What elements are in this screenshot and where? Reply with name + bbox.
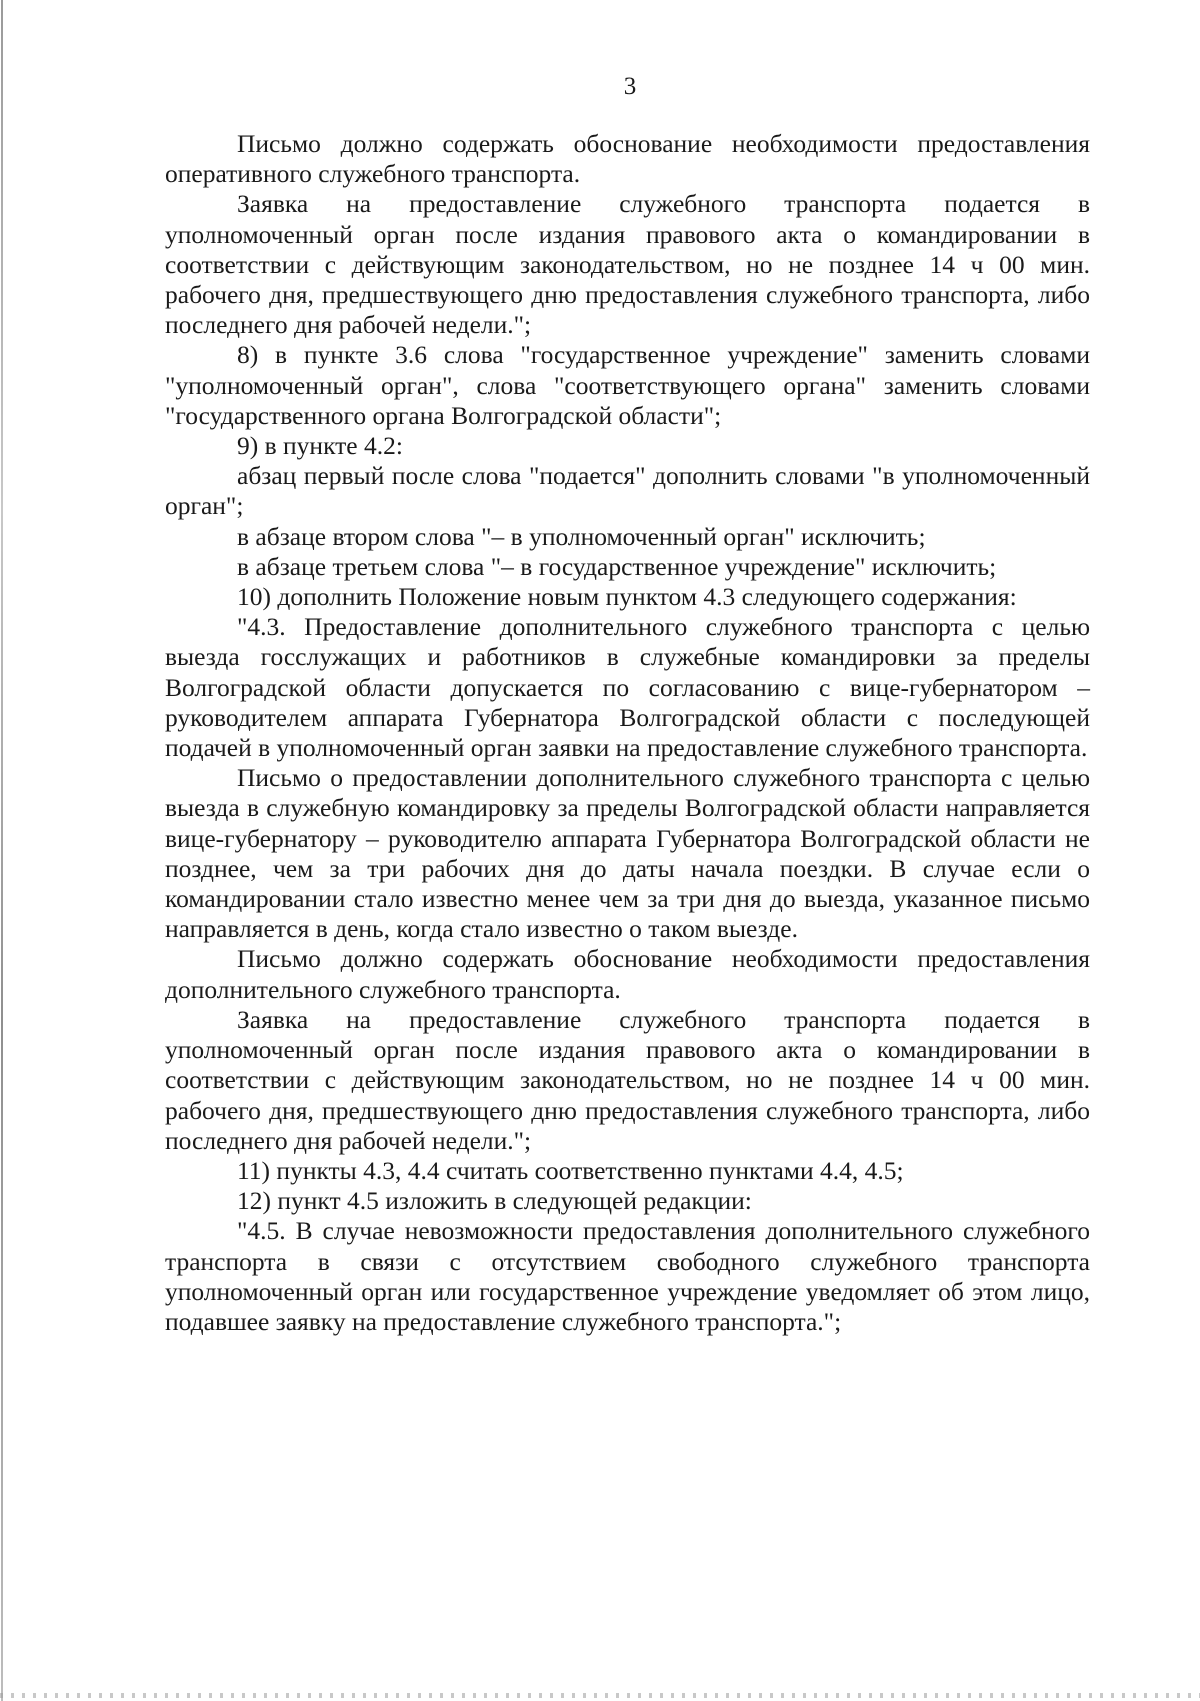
paragraph: Заявка на предоставление служебного транспорта подается в уполномоченный орган после издания правового акта о командировании в соответствии с действующим законодательством, но не позднее 14 ч 00 мин. рабочего дня, предшествующего дню предоставления служебного транспорта, либо последнего дня рабочей недели.";	[165, 1004, 1090, 1155]
paragraph: Письмо о предоставлении дополнительного служебного транспорта с целью выезда в служебную командировку за пределы Волгоградской области направляется вице-губернатору – руководителю аппарата Губернатора Волгоградской области не позднее, чем за три рабочих дня до даты начала поездки. В случае если о командировании стало известно менее чем за три дня до выезда, указанное письмо направляется в день, когда стало известно о таком выезде.	[165, 763, 1090, 944]
paragraph: Письмо должно содержать обоснование необходимости предоставления оперативного служебного транспорта.	[165, 129, 1090, 189]
scan-left-edge	[1, 0, 3, 1701]
paragraph: 12) пункт 4.5 изложить в следующей редакции:	[237, 1186, 752, 1216]
paragraph: 9) в пункте 4.2:	[237, 431, 403, 461]
paragraph: Заявка на предоставление служебного транспорта подается в уполномоченный орган после издания правового акта о командировании в соответствии с действующим законодательством, но не позднее 14 ч 00 мин. рабочего дня, предшествующего дню предоставления служебного транспорта, либо последнего дня рабочей недели.";	[165, 189, 1090, 340]
paragraph: абзац первый после слова "подается" дополнить словами "в уполномоченный орган";	[165, 461, 1090, 521]
paragraph: 11) пункты 4.3, 4.4 считать соответственно пунктами 4.4, 4.5;	[237, 1155, 904, 1185]
paragraph: "4.5. В случае невозможности предоставления дополнительного служебного транспорта в связи с отсутствием свободного служебного транспорта уполномоченный орган или государственное учреждение уведомляет об этом лицо, подавшее заявку на предоставление служебного транспорта.";	[165, 1216, 1090, 1336]
paragraph: в абзаце третьем слова "– в государственное учреждение" исключить;	[237, 551, 997, 581]
paragraph: в абзаце втором слова "– в уполномоченный орган" исключить;	[237, 521, 926, 551]
paragraph: 10) дополнить Положение новым пунктом 4.3 следующего содержания:	[237, 582, 1017, 612]
scan-bottom-noise	[0, 1693, 1200, 1698]
paragraph: "4.3. Предоставление дополнительного служебного транспорта с целью выезда госслужащих и работников в служебные командировки за пределы Волгоградской области допускается по согласованию с вице-губернатором – руководителем аппарата Губернатора Волгоградской области с последующей подачей в уполномоченный орган заявки на предоставление служебного транспорта.	[165, 612, 1090, 763]
document-body	[165, 129, 1090, 1337]
paragraph: 8) в пункте 3.6 слова "государственное учреждение" заменить словами "уполномоченный орган", слова "соответствующего органа" заменить словами "государственного органа Волгоградской области";	[165, 340, 1090, 430]
page-number: 3	[623, 73, 637, 100]
paragraph: Письмо должно содержать обоснование необходимости предоставления дополнительного служебного транспорта.	[165, 944, 1090, 1004]
